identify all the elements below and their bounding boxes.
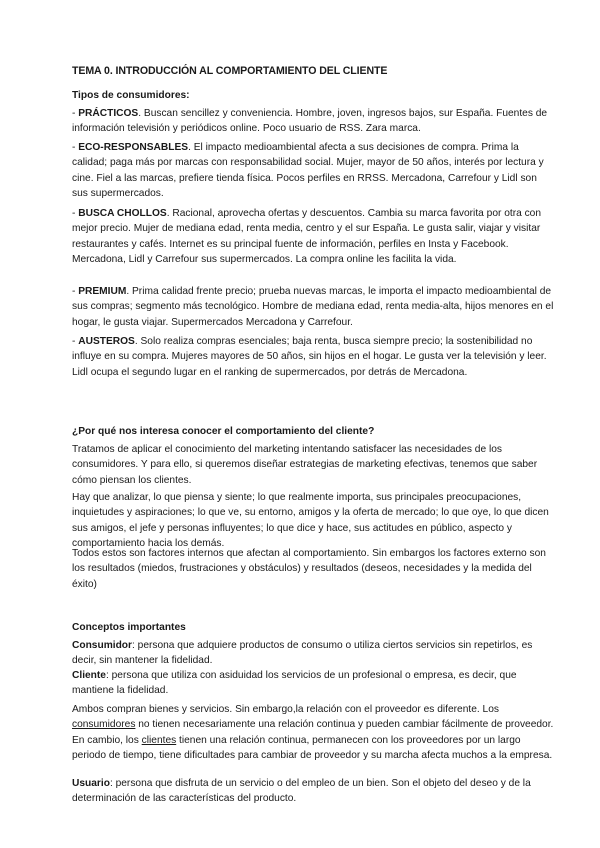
definition-text: : persona que utiliza con asiduidad los servicios de un profesional o empresa, es decir, que mantiene la fidelidad. xyxy=(72,670,517,697)
term-cliente: Cliente xyxy=(72,670,106,681)
term-consumidor: Consumidor xyxy=(72,640,132,651)
type-description: . Prima calidad frente precio; prueba nuevas marcas, le importa el impacto medioambiental de sus compras; segmento más tecnológico. Hombre de mediana edad, renta media-alta, hijos menores en el hogar, le gusta viajar. Supermercados Mercadona y Carrefour. xyxy=(72,286,554,328)
definition-consumidor xyxy=(72,638,554,669)
why-paragraph-1: Tratamos de aplicar el conocimiento del marketing intentando satisfacer las necesidades de los consumidores. Y para ello, si queremos diseñar estrategias de marketing efectivas, tenemos que saber cómo piensan los clientes. xyxy=(72,444,538,486)
type-name: BUSCA CHOLLOS xyxy=(78,208,167,219)
consumer-type-practicos: - PRÁCTICOS. Buscan sencillez y conveniencia. Hombre, joven, ingresos bajos, sur España. Fuentes de información televisión y periódicos online. Poco usuario de RSS. Zara marca. xyxy=(72,108,548,135)
why-paragraph-2: Hay que analizar, lo que piensa y siente; lo que realmente importa, sus principales preocupaciones, inquietudes y aspiraciones; lo que ve, su entorno, amigos y la oferta de mercado; lo que oye, lo que dicen sus amigos, el jefe y personas influyentes; lo que dice y hace, sus actitudes en público, aspecto y comportamiento hacia los demás. xyxy=(72,492,549,550)
underlined-clientes: clientes xyxy=(141,734,177,746)
comparison-text: no tienen necesariamente una relación continua y pueden cambiar fácilmente de proveedor. En cambio, los xyxy=(72,719,554,746)
comparison-paragraph xyxy=(72,702,554,764)
comparison-text: Ambos compran bienes y servicios. Sin embargo,la relación con el proveedor es diferente. Los xyxy=(72,704,499,715)
type-name: ECO-RESPONSABLES xyxy=(78,142,189,153)
definition-cliente xyxy=(72,668,554,699)
document-title: TEMA 0. INTRODUCCIÓN AL COMPORTAMIENTO DEL CLIENTE xyxy=(72,65,388,77)
type-description: . Solo realiza compras esenciales; baja renta, busca siempre precio; la sostenibilidad no influye en su compra. Mujeres mayores de 50 años, sin hijos en el hogar. Le gusta ver la televisión y leer. Lidl ocupa el segundo lugar en el ranking de supermercados, por detrás de Mercadona. xyxy=(72,336,547,378)
type-description: . Buscan sencillez y conveniencia. Hombre, joven, ingresos bajos, sur España. Fuentes de información televisión y periódicos online. Poco usuario de RSS. Zara marca. xyxy=(72,108,548,135)
concepts-heading: Conceptos importantes xyxy=(72,622,186,633)
type-name: AUSTEROS xyxy=(78,336,135,347)
term-usuario: Usuario xyxy=(72,778,110,789)
type-name: PREMIUM xyxy=(78,286,127,297)
type-name: PRÁCTICOS xyxy=(78,108,139,119)
underlined-consumidores: consumidores xyxy=(72,719,136,731)
type-description: . El impacto medioambiental afecta a sus decisiones de compra. Prima la calidad; paga más por marcas con responsabilidad social. Mujer, mayor de 50 años, interés por lectura y cine. Fiel a las marcas, prefiere tienda física. Pocos perfiles en RRSS. Mercadona, Carrefour y Lidl son sus supermercados. xyxy=(72,142,544,200)
type-description: . Racional, aprovecha ofertas y descuentos. Cambia su marca favorita por otra con mejor precio. Mujer de mediana edad, renta media, centro y el sur España. Le gusta salir, viajar y visitar restaurantes y cafés. Internet es su principal fuente de información, perfiles en Insta y Facebook. Mercadona, Lidl y Carrefour sus supermercados. La compra online les facilita la vida. xyxy=(72,208,542,266)
comparison-text: tienen una relación continua, permanecen con los proveedores por un largo periodo de tiempo, tiene dificultades para cambiar de proveedor y su marcha afecta muchos a la empresa. xyxy=(72,734,553,762)
consumer-type-busca-chollos: - BUSCA CHOLLOS. Racional, aprovecha ofertas y descuentos. Cambia su marca favorita por otra con mejor precio. Mujer de mediana edad, renta media, centro y el sur España. Le gusta salir, viajar y visitar restaurantes y cafés. Internet es su principal fuente de información, perfiles en Insta y Facebook. Mercadona, Lidl y Carrefour sus supermercados. La compra online les facilita la vida. xyxy=(72,208,542,266)
consumer-type-eco-responsables: - ECO-RESPONSABLES. El impacto medioambiental afecta a sus decisiones de compra. Prima la calidad; paga más por marcas con responsabilidad social. Mujer, mayor de 50 años, interés por lectura y cine. Fiel a las marcas, prefiere tienda física. Pocos perfiles en RRSS. Mercadona, Carrefour y Lidl son sus supermercados. xyxy=(72,142,544,200)
why-paragraph-3: Todos estos son factores internos que afectan al comportamiento. Sin embargos los factores externo son los resultados (miedos, frustraciones y obstáculos) y resultados (deseos, necesidades y la medida del éxito) xyxy=(72,548,546,590)
consumer-type-premium: - PREMIUM. Prima calidad frente precio; prueba nuevas marcas, le importa el impacto medioambiental de sus compras; segmento más tecnológico. Hombre de mediana edad, renta media-alta, hijos menores en el hogar, le gusta viajar. Supermercados Mercadona y Carrefour. xyxy=(72,286,554,328)
definition-usuario xyxy=(72,776,554,807)
consumer-type-austeros: - AUSTEROS. Solo realiza compras esenciales; baja renta, busca siempre precio; la sostenibilidad no influye en su compra. Mujeres mayores de 50 años, sin hijos en el hogar. Le gusta ver la televisión y leer. Lidl ocupa el segundo lugar en el ranking de supermercados, por detrás de Mercadona. xyxy=(72,336,547,378)
why-heading: ¿Por qué nos interesa conocer el comportamiento del cliente? xyxy=(72,426,375,437)
definition-text: : persona que disfruta de un servicio o del empleo de un bien. Son el objeto del deseo y de la determinación de las características del producto. xyxy=(72,778,531,805)
definition-text: : persona que adquiere productos de consumo o utiliza ciertos servicios sin repetirlos, es decir, sin mantener la fidelidad. xyxy=(72,640,533,667)
consumer-types-heading: Tipos de consumidores: xyxy=(72,90,190,101)
